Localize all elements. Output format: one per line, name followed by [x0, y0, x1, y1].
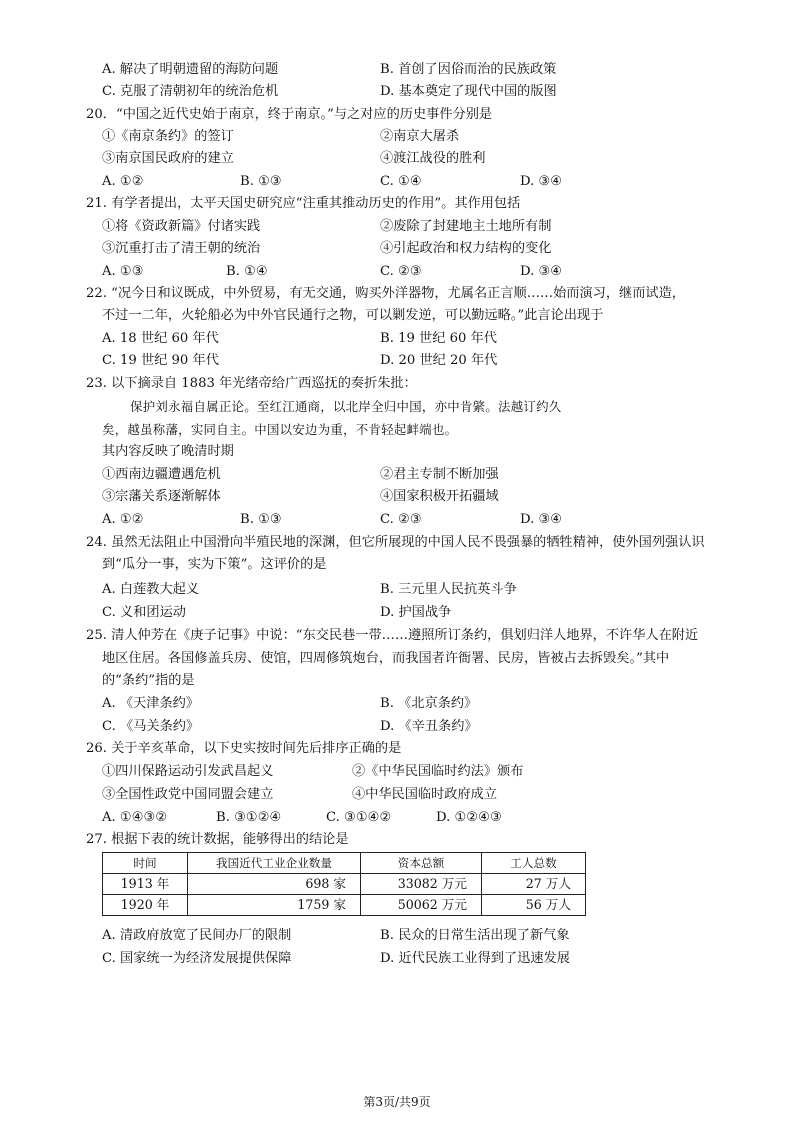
q22-stem-line-2: 不过一二年，火轮船必为中外官民通行之物，可以剿发逆，可以勤远略。”此言论出现于 — [102, 308, 604, 323]
table-row — [103, 874, 586, 895]
q21-stem: 21. 有学者提出，太平天国史研究应“注重其推动历史的作用”。其作用包括 — [86, 196, 521, 211]
q20-item-4: ④渡江战役的胜利 — [380, 151, 486, 166]
q25-option-d: D. 《辛丑条约》 — [380, 719, 478, 734]
q19-option-a: A. 解决了明朝遗留的海防问题 — [102, 62, 279, 77]
q20-option-d: D. ③④ — [520, 174, 563, 189]
q20-stem: 20．“中国之近代史始于南京，终于南京。”与之对应的历史事件分别是 — [86, 107, 493, 122]
q21-item-4: ④引起政治和权力结构的变化 — [380, 241, 552, 256]
q23-item-3: ③宗藩关系逐渐解体 — [102, 489, 221, 504]
q27-stem: 27. 根据下表的统计数据，能够得出的结论是 — [86, 832, 349, 847]
q26-stem: 26. 关于辛亥革命，以下史实按时间先后排序正确的是 — [86, 741, 402, 756]
table-header-time: 时间 — [103, 853, 188, 874]
q23-stem-2: 其内容反映了晚清时期 — [102, 444, 234, 459]
q26-item-2: ②《中华民国临时约法》颁布 — [352, 764, 524, 779]
q24-stem-line-1: 24. 虽然无法阻止中国滑向半殖民地的深渊，但它所展现的中国人民不畏强暴的牺牲精神，使外国列强认识 — [86, 535, 705, 550]
table-header-capital: 资本总额 — [361, 853, 482, 874]
q21-item-2: ②废除了封建地主土地所有制 — [380, 219, 552, 234]
q22-option-b: B. 19 世纪 60 年代 — [380, 331, 497, 346]
table-cell-capital: 50062 万元 — [361, 895, 482, 916]
q22-option-a: A. 18 世纪 60 年代 — [102, 331, 219, 346]
q22-stem-line-1: 22. “况今日和议既成，中外贸易，有无交通，购买外洋器物，尤属名正言顺……始而演习，继而试造， — [86, 286, 685, 301]
q23-option-a: A. ①② — [102, 512, 144, 527]
q21-item-3: ③沉重打击了清王朝的统治 — [102, 241, 261, 256]
q19-option-c: C. 克服了清朝初年的统治危机 — [102, 84, 279, 99]
q21-option-b: B. ①④ — [226, 264, 268, 279]
q24-option-d: D. 护国战争 — [380, 605, 452, 620]
q23-quote-line-1: 保护刘永福自属正论。至红江通商，以北岸全归中国，亦中肯綮。法越订约久 — [130, 399, 562, 414]
q27-option-a: A. 清政府放宽了民间办厂的限制 — [102, 928, 292, 943]
table-cell-year: 1913 年 — [103, 874, 188, 895]
q20-item-1: ①《南京条约》的签订 — [102, 129, 234, 144]
q25-option-b: B. 《北京条约》 — [380, 696, 478, 711]
table-cell-enterprises: 698 家 — [188, 874, 361, 895]
q25-stem-line-3: 的“条约”指的是 — [102, 673, 195, 688]
q26-item-4: ④中华民国临时政府成立 — [352, 787, 498, 802]
table-cell-enterprises: 1759 家 — [188, 895, 361, 916]
q22-option-c: C. 19 世纪 90 年代 — [102, 353, 219, 368]
q27-option-b: B. 民众的日常生活出现了新气象 — [380, 928, 570, 943]
q26-item-3: ③全国性政党中国同盟会建立 — [102, 787, 274, 802]
table-cell-year: 1920 年 — [103, 895, 188, 916]
q23-option-b: B. ①③ — [240, 512, 282, 527]
q23-item-2: ②君主专制不断加强 — [380, 467, 499, 482]
q20-option-a: A. ①② — [102, 174, 144, 189]
q24-option-b: B. 三元里人民抗英斗争 — [380, 582, 517, 597]
table-header-workers: 工人总数 — [482, 853, 586, 874]
q21-item-1: ①将《资政新篇》付诸实践 — [102, 219, 261, 234]
q23-quote-line-2: 矣，越虽称藩，实同自主。中国以安边为重，不肯轻起衅端也。 — [102, 422, 458, 437]
q20-option-c: C. ①④ — [380, 174, 422, 189]
q23-option-c: C. ②③ — [380, 512, 422, 527]
q23-stem: 23. 以下摘录自 1883 年光绪帝给广西巡抚的奏折朱批： — [86, 376, 417, 391]
q20-item-3: ③南京国民政府的建立 — [102, 151, 234, 166]
q25-option-a: A. 《天津条约》 — [102, 696, 200, 711]
q21-option-c: C. ②③ — [380, 264, 422, 279]
q25-option-c: C. 《马关条约》 — [102, 719, 200, 734]
q25-stem-line-1: 25. 清人仲芳在《庚子记事》中说：“东交民巷一带……遵照所订条约，俱划归洋人地界，不许华人在附近 — [86, 628, 699, 643]
q23-option-d: D. ③④ — [520, 512, 563, 527]
q19-option-b: B. 首创了因俗而治的民族政策 — [380, 62, 557, 77]
q25-stem-line-2: 地区住居。各国修盖兵房、使馆，四周修筑炮台，而我国者许衙署、民房，皆被占去拆毁矣。”其中 — [102, 651, 670, 666]
table-cell-workers: 27 万人 — [482, 874, 586, 895]
page-number: 第3页/共9页 — [363, 1095, 431, 1109]
q20-option-b: B. ①③ — [240, 174, 282, 189]
q20-item-2: ②南京大屠杀 — [380, 129, 460, 144]
q26-option-c: C. ③①④② — [326, 810, 392, 825]
q27-option-c: C. 国家统一为经济发展提供保障 — [102, 951, 292, 966]
table-cell-capital: 33082 万元 — [361, 874, 482, 895]
q21-option-d: D. ③④ — [520, 264, 563, 279]
table-header-enterprises: 我国近代工业企业数量 — [188, 853, 361, 874]
q23-item-1: ①西南边疆遭遇危机 — [102, 467, 221, 482]
q26-option-d: D. ①②④③ — [436, 810, 502, 825]
q19-option-d: D. 基本奠定了现代中国的版图 — [380, 84, 557, 99]
q26-option-b: B. ③①②④ — [216, 810, 282, 825]
q26-item-1: ①四川保路运动引发武昌起义 — [102, 764, 274, 779]
table-header-row — [103, 853, 586, 874]
q21-option-a: A. ①③ — [102, 264, 144, 279]
q23-item-4: ④国家积极开拓疆域 — [380, 489, 499, 504]
table-row — [103, 895, 586, 916]
q22-option-d: D. 20 世纪 20 年代 — [380, 353, 498, 368]
q26-option-a: A. ①④③② — [102, 810, 168, 825]
q24-option-c: C. 义和团运动 — [102, 605, 186, 620]
q24-stem-line-2: 到“瓜分一事，实为下策”。这评价的是 — [102, 557, 327, 572]
q27-option-d: D. 近代民族工业得到了迅速发展 — [380, 951, 570, 966]
statistics-table — [102, 852, 586, 916]
table-cell-workers: 56 万人 — [482, 895, 586, 916]
q24-option-a: A. 白莲教大起义 — [102, 582, 200, 597]
